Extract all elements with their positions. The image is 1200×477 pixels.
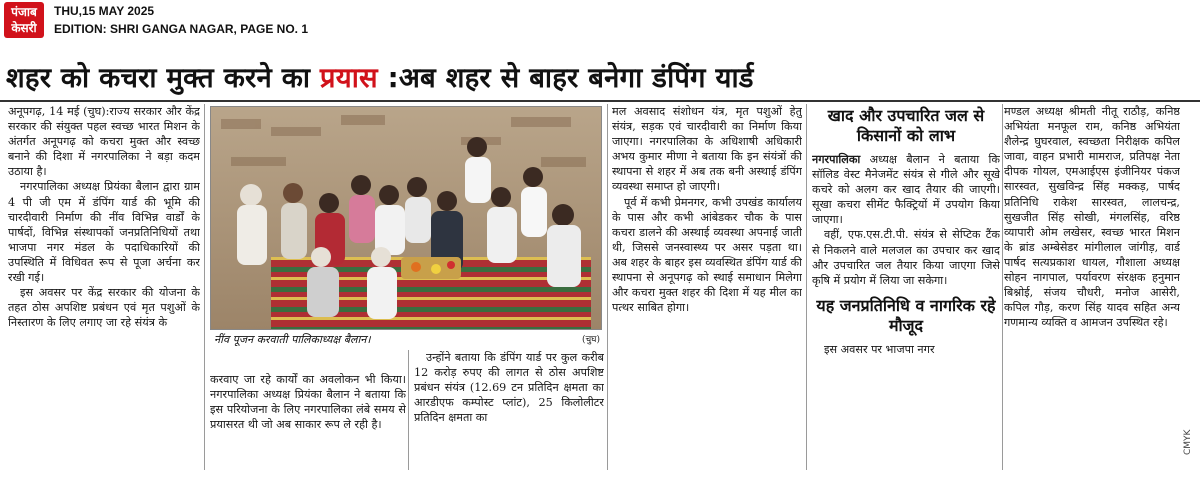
paragraph [812, 152, 1000, 227]
paragraph-text: अध्यक्ष बैलान ने बताया कि सॉलिड वेस्ट मैनेजमेंट संयंत्र से गीले और सूखे कचरे को अलग कर खाद तैयार की जाएगी। सूखा कचरा सीमेंट फैक्ट्रियों में उपयोग किया जाएगा। [812, 153, 1000, 227]
paragraph: अनूपगढ़, 14 मई (चुघ):राज्य सरकार और केंद्र सरकार की संयुक्त पहल स्वच्छ भारत मिशन के अंतर्गत अनूपगढ़ को कचरा मुक्त और स्वच्छ बनाने की दिशा में नगरपालिका ने बड़ा कदम उठाया है। [8, 105, 200, 179]
paragraph-lead: नगरपालिका [812, 152, 861, 166]
column-divider [204, 104, 205, 470]
paragraph: मण्डल अध्यक्ष श्रीमती नीतू राठौड़, कनिष्ठ अभियंता मनफूल राम, कनिष्ठ अभियंता शैलेन्द्र घुघरवाल, स्वच्छता निरीक्षक कपिल जावा, वाहन प्रभारी मामराज, प्रतिपक्ष नेता दीपक गोयल, एमआईएस इंजीनियर पंकज सारस्वत, सुखविन्द्र सिंह मक्कड़, पार्षद प्रतिनिधि राकेश सारस्वत, लालचन्द्र, सुखजीत सिंह सोखी, मंगलसिंह, वरिष्ठ व्यापारी ओम लखेसर, स्वच्छ भारत मिशन के ब्रांड अम्बेसेडर मांगीलाल जांगीड़, वार्ड पार्षद सत्यप्रकाश धायल, गौशाला अध्यक्ष सोहन नागपाल, पर्यावरण संरक्षक हनुमान बिश्नोई, संजय चौधरी, मनोज आसेरी, कपिल गौड़, करण सिंह यादव सहित अन्य गणमान्य व्यक्ति व आमजन उपस्थित रहे। [1004, 105, 1180, 330]
newspaper-logo [4, 2, 44, 38]
paragraph: इस अवसर पर भाजपा नगर [824, 342, 935, 356]
article-column-2 [210, 372, 406, 470]
subheading-attendees: यह जनप्रतिनिधि व नागरिक रहे मौजूद [816, 295, 996, 335]
photo-caption-row [210, 331, 602, 347]
headline [6, 58, 1192, 98]
photo-credit: (चुघ) [581, 335, 600, 345]
paragraph: मल अवसाद संशोधन यंत्र, मृत पशुओं हेतु संयंत्र, सड़क एवं चारदीवारी का निर्माण किया जाएगा। नगरपालिका के अधिशाषी अधिकारी अभय कुमार मीणा ने बताया कि इन संयंत्रों की स्थापना से शहर में अब तक बनी अस्थाई डंपिंग व्यवस्था समाप्त हो जाएगी। [612, 105, 802, 194]
paragraph: नगरपालिका अध्यक्ष प्रियंका बैलान द्वारा ग्राम 4 पी जी एम में डंपिंग यार्ड की भूमि की चारदीवारी निर्माण की नींव विभिन्न वार्डों के पार्षदों, विभिन्न संस्थापकों जनप्रतिनिधियों तथा भाजपा नगर मंडल के पदाधिकारियों की उपस्थिति में विधिवत रूप से पूजा अर्चना कर रखी गई। [8, 180, 200, 285]
article-column-6 [1004, 104, 1180, 470]
headline-accent: प्रयास [319, 62, 378, 94]
column-divider [408, 350, 409, 470]
issue-date: THU,15 MAY 2025 [54, 4, 155, 18]
headline-part-1: शहर को कचरा मुक्त करने का [6, 62, 320, 94]
news-photo [210, 106, 602, 330]
ceremony-photo-illustration [211, 107, 602, 330]
paragraph: इस अवसर पर केंद्र सरकार की योजना के तहत ठोस अपशिष्ट प्रबंधन एवं मृत पशुओं के निस्तारण के लिए लगाए जा रहे संयंत्र के [8, 286, 200, 330]
paragraph: उन्होंने बताया कि डंपिंग यार्ड पर कुल करीब 12 करोड़ रुपए की लागत से ठोस अपशिष्ट प्रबंधन संयंत्र (12.69 टन प्रतिदिन क्षमता का आरडीएफ कम्पोस्ट प्लांट), 25 किलोलीटर प्रतिदिन क्षमता का [414, 351, 604, 425]
paragraph: वहीं, एफ.एस.टी.पी. संयंत्र से सेप्टिक टैंक से निकलने वाले मलजल का उपचार कर खाद और उपचारित जल तैयार किया जाएगा जिसे कृषि में प्रयोग में लिया जा सकेगा। [812, 228, 1000, 287]
article-column-1 [8, 104, 200, 470]
edition-info: EDITION: SHRI GANGA NAGAR, PAGE NO. 1 [54, 22, 309, 36]
article-column-3 [414, 350, 604, 470]
cmyk-print-mark: CMYK [1183, 429, 1193, 455]
column-divider [1002, 104, 1003, 470]
article-column-5 [812, 104, 1000, 470]
headline-rule [0, 100, 1200, 102]
photo-caption: नींव पूजन करवाती पालिकाध्यक्ष बैलान। [214, 333, 371, 346]
article-column-4 [612, 104, 802, 470]
subheading-compost-benefit: खाद और उपचारित जल से किसानों को लाभ [827, 106, 985, 145]
logo-line-2: केसरी [11, 21, 37, 35]
paragraph: करवाए जा रहे कार्यों का अवलोकन भी किया। नगरपालिका अध्यक्ष प्रियंका बैलान ने बताया कि इस परियोजना के लिए नगरपालिका लंबे समय से प्रयासरत थी जो अब साकार रूप ले रही है। [210, 373, 406, 432]
column-divider [806, 104, 807, 470]
logo-line-1: पंजाब [11, 5, 37, 19]
paragraph: पूर्व में कभी प्रेमनगर, कभी उपखंड कार्यालय के पास और कभी आंबेडकर चौक के पास कचरा डालने की अस्थाई व्यवस्था अपनाई जाती थी, जिससे जनस्वास्थ्य पर असर पड़ता था। अब शहर के बाहर इस व्यवस्थित डंपिंग यार्ड की स्थापना से अनूपगढ़ को स्थाई समाधान मिलेगा और कचरा मुक्त शहर की दिशा में यह मील का पत्थर साबित होगा। [612, 195, 802, 315]
masthead [0, 0, 1200, 52]
headline-part-2: :अब शहर से बाहर बनेगा डंपिंग यार्ड [377, 62, 754, 94]
column-divider [607, 104, 608, 470]
